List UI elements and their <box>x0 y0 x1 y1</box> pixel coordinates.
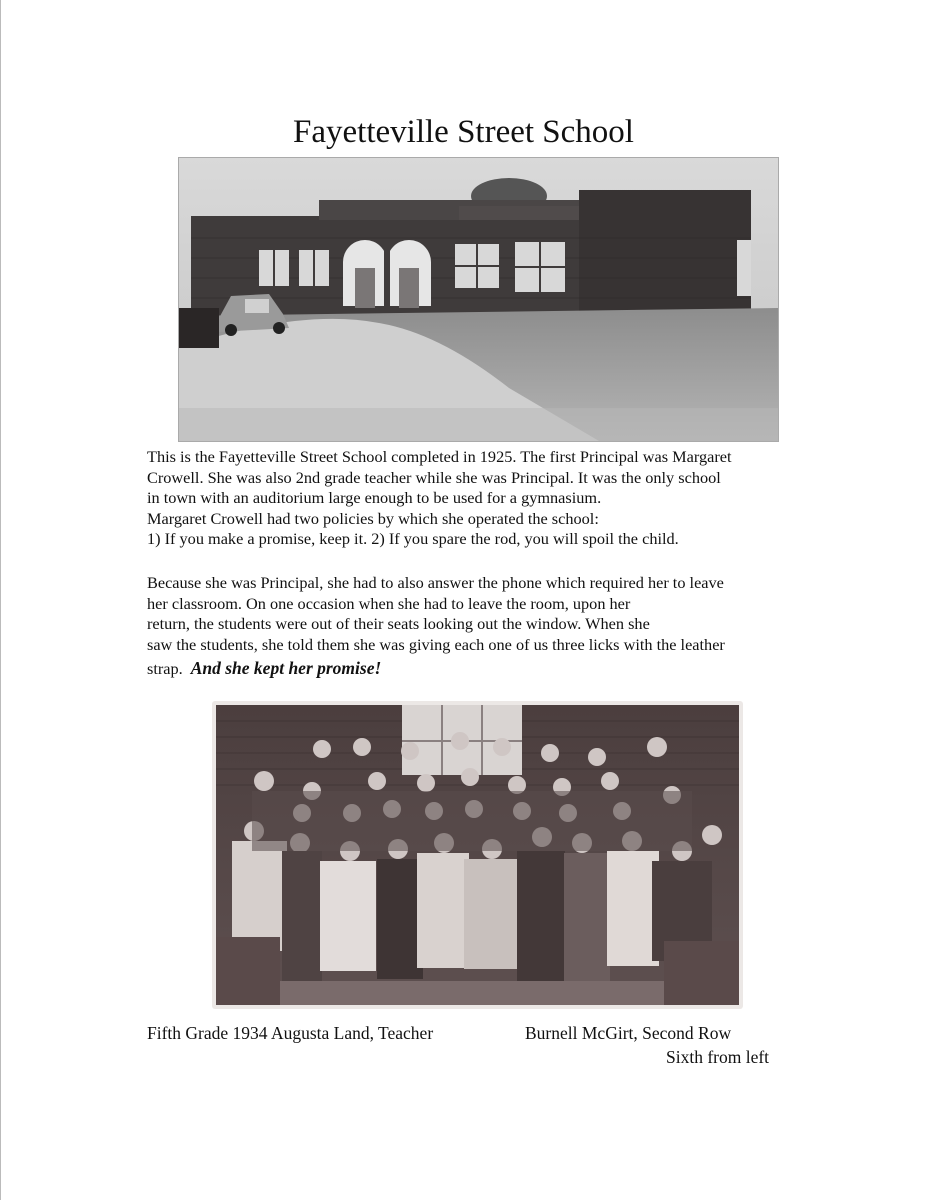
page-title: Fayetteville Street School <box>293 114 634 150</box>
text-line: 1) If you make a promise, keep it. 2) If you spare the rod, you will spoil the child. <box>147 529 679 548</box>
caption-left: Fifth Grade 1934 Augusta Land, Teacher <box>147 1023 434 1043</box>
intro-paragraph <box>147 447 847 550</box>
caption-right-line2: Sixth from left <box>666 1047 770 1067</box>
text-line: Margaret Crowell had two policies by which she operated the school: <box>147 508 599 528</box>
text-line-last <box>147 658 847 680</box>
text-line: return, the students were out of their seats looking out the window. When she <box>147 614 650 633</box>
text-line: Crowell. She was also 2nd grade teacher while she was Principal. It was the only school <box>147 467 721 487</box>
text-line: This is the Fayetteville Street School completed in 1925. The first Principal was Margaret <box>147 447 732 466</box>
emphasis-text: And she kept her promise! <box>190 658 382 678</box>
story-paragraph <box>147 573 847 680</box>
class-photo <box>212 701 743 1009</box>
page-edge <box>0 0 1 1200</box>
text-line: her classroom. On one occasion when she had to leave the room, upon her <box>147 593 631 613</box>
text-line: Because she was Principal, she had to also answer the phone which required her to leave <box>147 573 724 592</box>
text-line: saw the students, she told them she was giving each one of us three licks with the leather <box>147 634 725 654</box>
caption-right-line1: Burnell McGirt, Second Row <box>525 1023 732 1043</box>
text-line: in town with an auditorium large enough to be used for a gymnasium. <box>147 488 602 507</box>
school-building-photo <box>178 157 779 442</box>
text-strap: strap. <box>147 659 183 678</box>
